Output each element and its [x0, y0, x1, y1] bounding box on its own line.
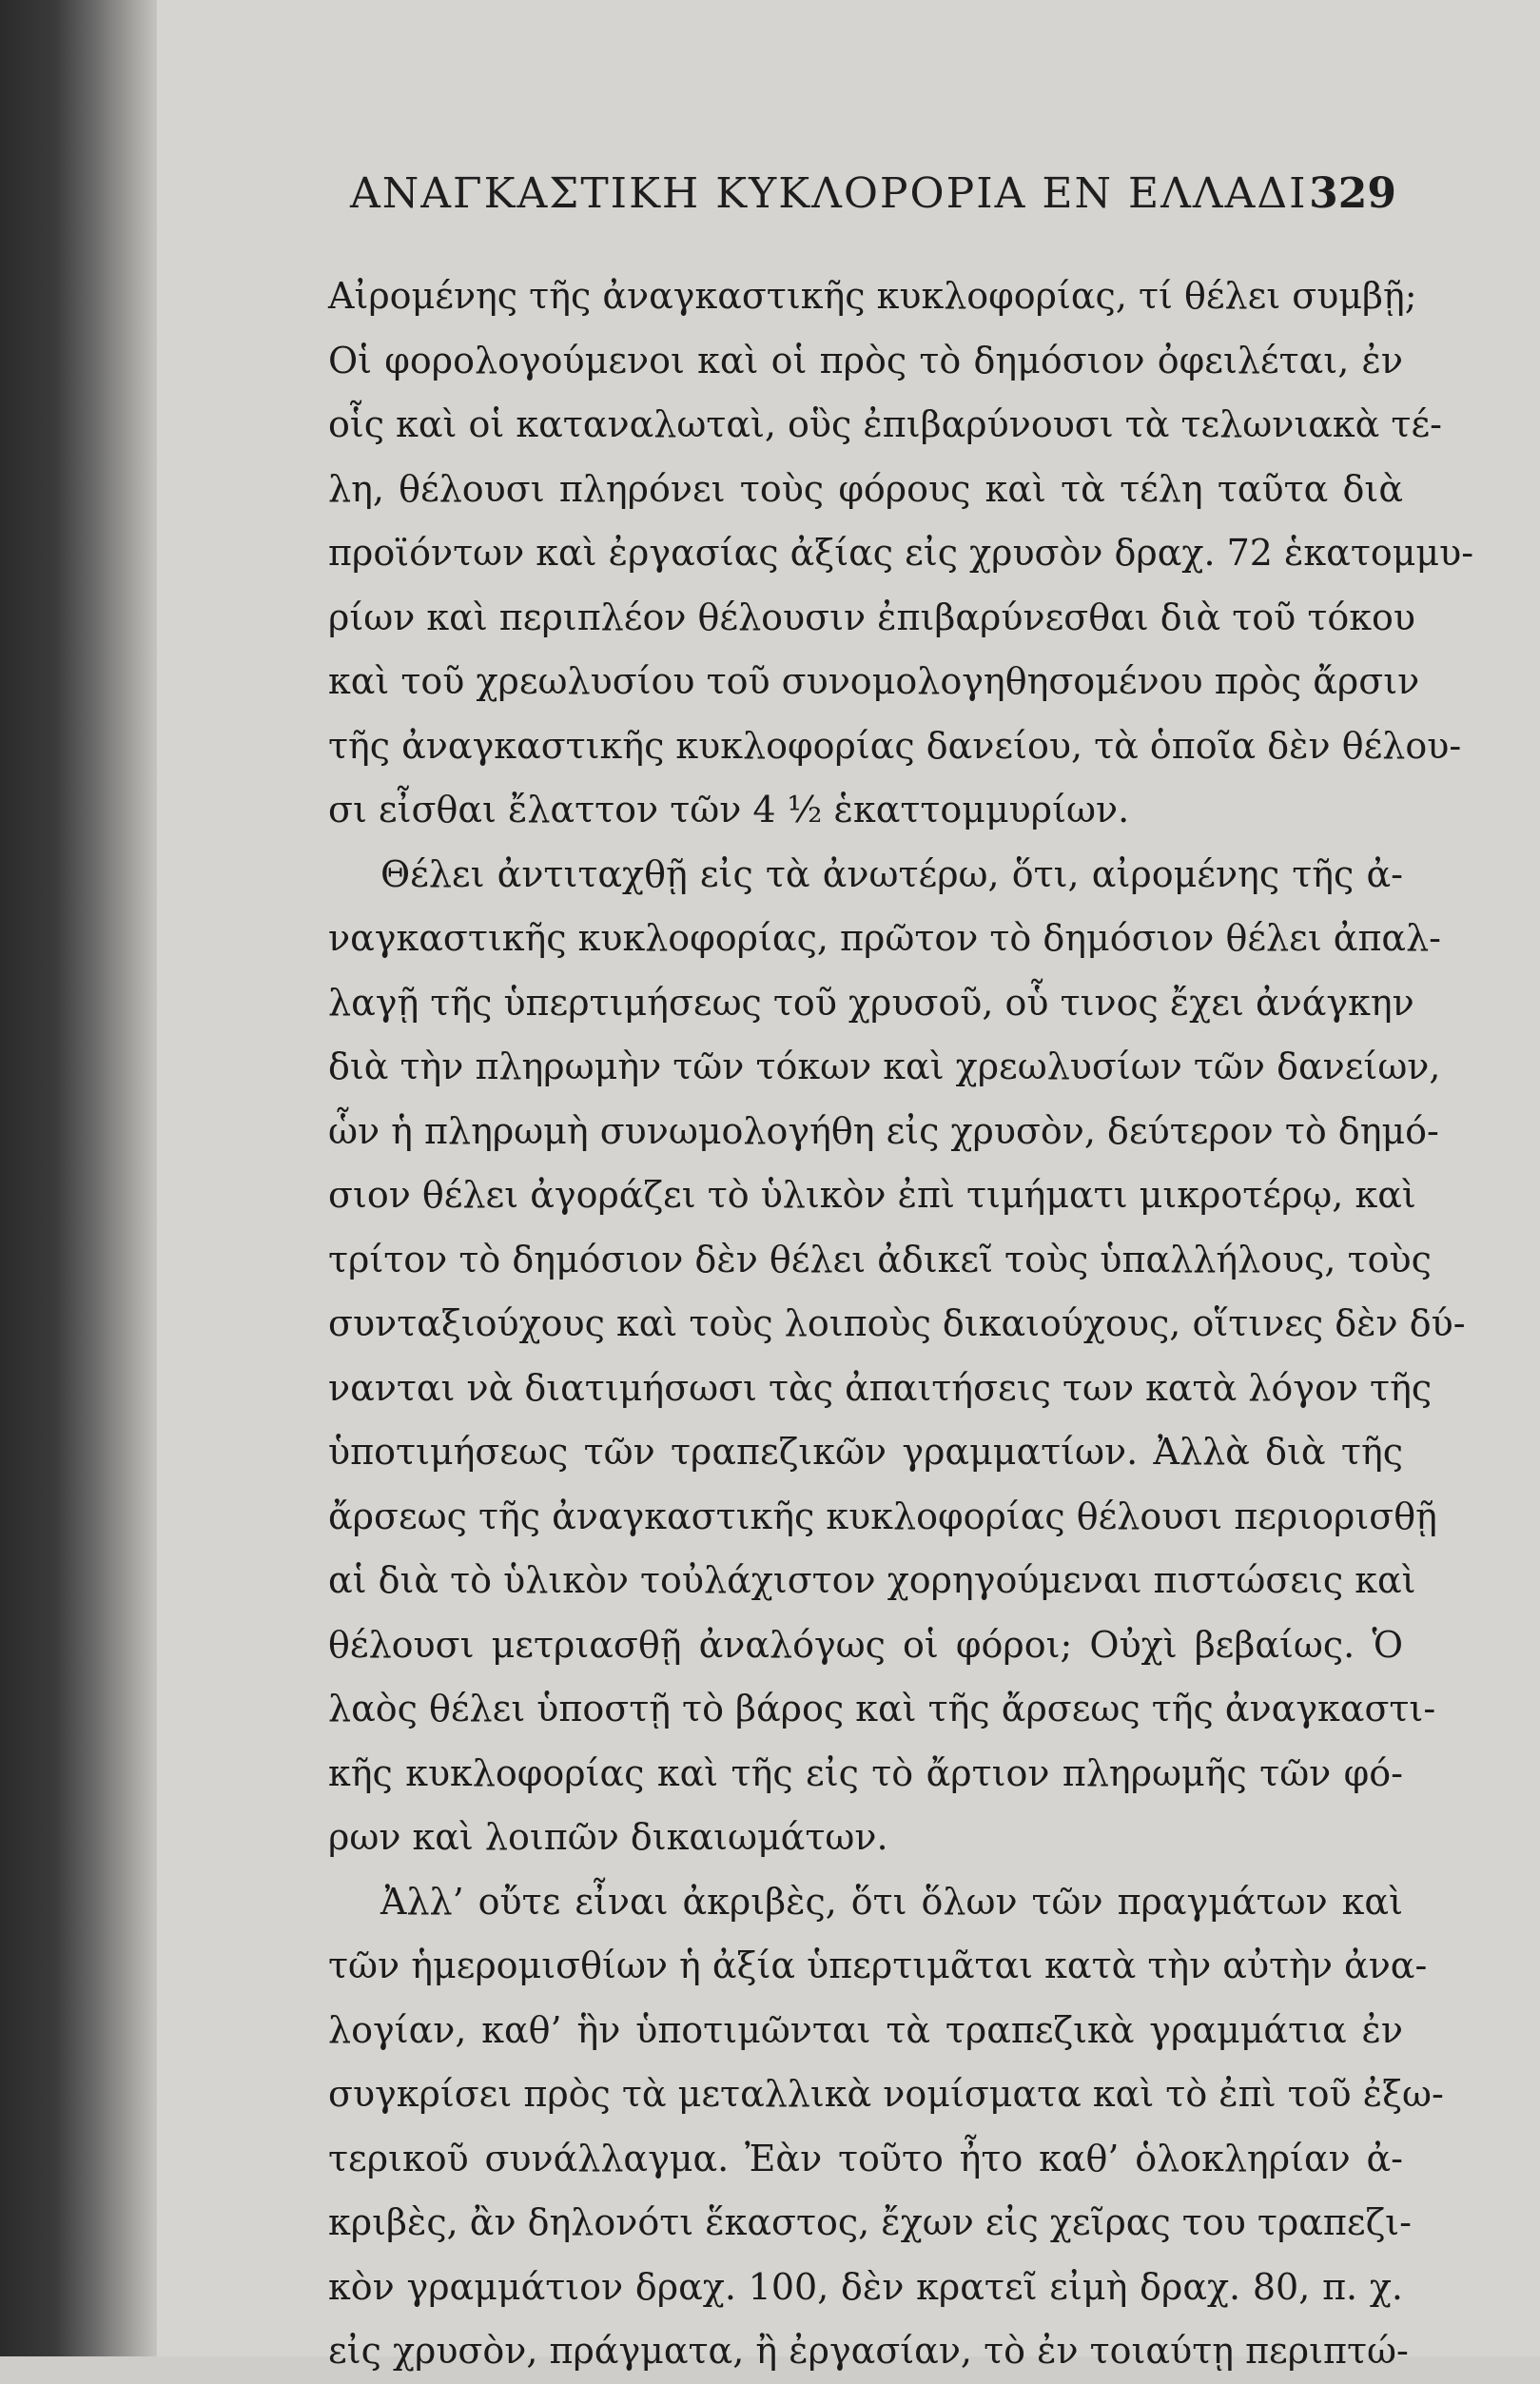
text-line: προϊόντων καὶ ἐργασίας ἀξίας εἰς χρυσὸν δραχ. 72 ἑκατομμυ- — [328, 532, 1474, 574]
text-line: συγκρίσει πρὸς τὰ μεταλλικὰ νομίσματα καὶ τὸ ἐπὶ τοῦ ἐξω- — [328, 2073, 1444, 2115]
text-line: τῆς ἀναγκαστικῆς κυκλοφορίας δανείου, τὰ ὁποῖα δὲν θέλου- — [328, 724, 1462, 767]
text-line: λογίαν, καθ’ ἣν ὑποτιμῶνται τὰ τραπεζικὰ γραμμάτια ἐν — [328, 2008, 1403, 2051]
text-line: ὧν ἡ πληρωμὴ συνωμολογήθη εἰς χρυσὸν, δεύτερον τὸ δημό- — [328, 1109, 1439, 1152]
body-text — [328, 264, 1474, 2384]
text-line: διὰ τὴν πληρωμὴν τῶν τόκων καὶ χρεωλυσίων τῶν δανείων, — [328, 1045, 1441, 1087]
text-line: σι εἶσθαι ἔλαττον τῶν 4 ½ ἑκαττομμυρίων. — [328, 789, 1130, 830]
text-line: εἰς χρυσὸν, πράγματα, ἢ ἐργασίαν, τὸ ἐν τοιαύτῃ περιπτώ- — [328, 2330, 1409, 2372]
text-line: κῆς κυκλοφορίας καὶ τῆς εἰς τὸ ἄρτιον πληρωμῆς τῶν φό- — [328, 1751, 1403, 1794]
text-line: καὶ τοῦ χρεωλυσίου τοῦ συνομολογηθησομένου πρὸς ἄρσιν — [328, 660, 1420, 702]
text-line: θέλουσι μετριασθῇ ἀναλόγως οἱ φόροι; Οὐχὶ βεβαίως. Ὁ — [328, 1623, 1403, 1666]
text-line: συνταξιούχους καὶ τοὺς λοιποὺς δικαιούχους, οἵτινες δὲν δύ- — [328, 1302, 1466, 1344]
text-line: Ἀλλ’ οὔτε εἶναι ἀκριβὲς, ὅτι ὅλων τῶν πραγμάτων καὶ — [380, 1880, 1403, 1923]
book-binding-shadow — [0, 0, 157, 2356]
text-line: λαγῇ τῆς ὑπερτιμήσεως τοῦ χρυσοῦ, οὗ τινος ἔχει ἀνάγκην — [328, 981, 1414, 1024]
text-line: ὑποτιμήσεως τῶν τραπεζικῶν γραμματίων. Ἀλλὰ διὰ τῆς — [328, 1431, 1403, 1473]
text-line: κριβὲς, ἂν δηλονότι ἕκαστος, ἔχων εἰς χεῖρας του τραπεζι- — [328, 2201, 1412, 2243]
text-line: τερικοῦ συνάλλαγμα. Ἐὰν τοῦτο ἦτο καθ’ ὁλοκληρίαν ἀ- — [328, 2137, 1403, 2179]
text-line: Θέλει ἀντιταχθῇ εἰς τὰ ἀνωτέρω, ὅτι, αἰρομένης τῆς ἀ- — [380, 852, 1403, 895]
text-line: σιον θέλει ἀγοράζει τὸ ὑλικὸν ἐπὶ τιμήματι μικροτέρῳ, καὶ — [328, 1174, 1416, 1216]
text-line: αἱ διὰ τὸ ὑλικὸν τοὐλάχιστον χορηγούμεναι πιστώσεις καὶ — [328, 1559, 1416, 1601]
text-line: νανται νὰ διατιμήσωσι τὰς ἀπαιτήσεις των κατὰ λόγον τῆς — [328, 1366, 1433, 1409]
text-line: τρίτον τὸ δημόσιον δὲν θέλει ἀδικεῖ τοὺς ὑπαλλήλους, τοὺς — [328, 1238, 1432, 1280]
text-line: ἄρσεως τῆς ἀναγκαστικῆς κυκλοφορίας θέλουσι περιορισθῇ — [328, 1495, 1437, 1537]
text-line: κὸν γραμμάτιον δραχ. 100, δὲν κρατεῖ εἰμὴ δραχ. 80, π. χ. — [328, 2265, 1403, 2308]
text-line: ναγκαστικῆς κυκλοφορίας, πρῶτον τὸ δημόσιον θέλει ἀπαλ- — [328, 917, 1442, 959]
running-title: ΑΝΑΓΚΑΣΤΙΚΗ ΚΥΚΛΟΡΟΡΙΑ ΕΝ ΕΛΛΑΔΙ — [350, 169, 1308, 218]
text-line: ρίων καὶ περιπλέον θέλουσιν ἐπιβαρύνεσθαι διὰ τοῦ τόκου — [328, 596, 1415, 638]
page-header — [350, 169, 1396, 218]
text-line: ρων καὶ λοιπῶν δικαιωμάτων. — [328, 1816, 888, 1858]
text-line: τῶν ἡμερομισθίων ἡ ἀξία ὑπερτιμᾶται κατὰ τὴν αὐτὴν ἀνα- — [328, 1944, 1428, 1986]
text-line: λη, θέλουσι πληρόνει τοὺς φόρους καὶ τὰ τέλη ταῦτα διὰ — [328, 467, 1403, 510]
text-line: Οἱ φορολογούμενοι καὶ οἱ πρὸς τὸ δημόσιον ὀφειλέται, ἐν — [328, 339, 1403, 381]
text-line: λαὸς θέλει ὑποστῇ τὸ βάρος καὶ τῆς ἄρσεως τῆς ἀναγκαστι- — [328, 1688, 1436, 1729]
text-line: Αἰρομένης τῆς ἀναγκαστικῆς κυκλοφορίας, τί θέλει συμβῇ; — [328, 275, 1417, 317]
text-line: οἷς καὶ οἱ καταναλωταὶ, οὓς ἐπιβαρύνουσι τὰ τελωνιακὰ τέ- — [328, 403, 1442, 445]
page-number: 329 — [1309, 169, 1396, 218]
